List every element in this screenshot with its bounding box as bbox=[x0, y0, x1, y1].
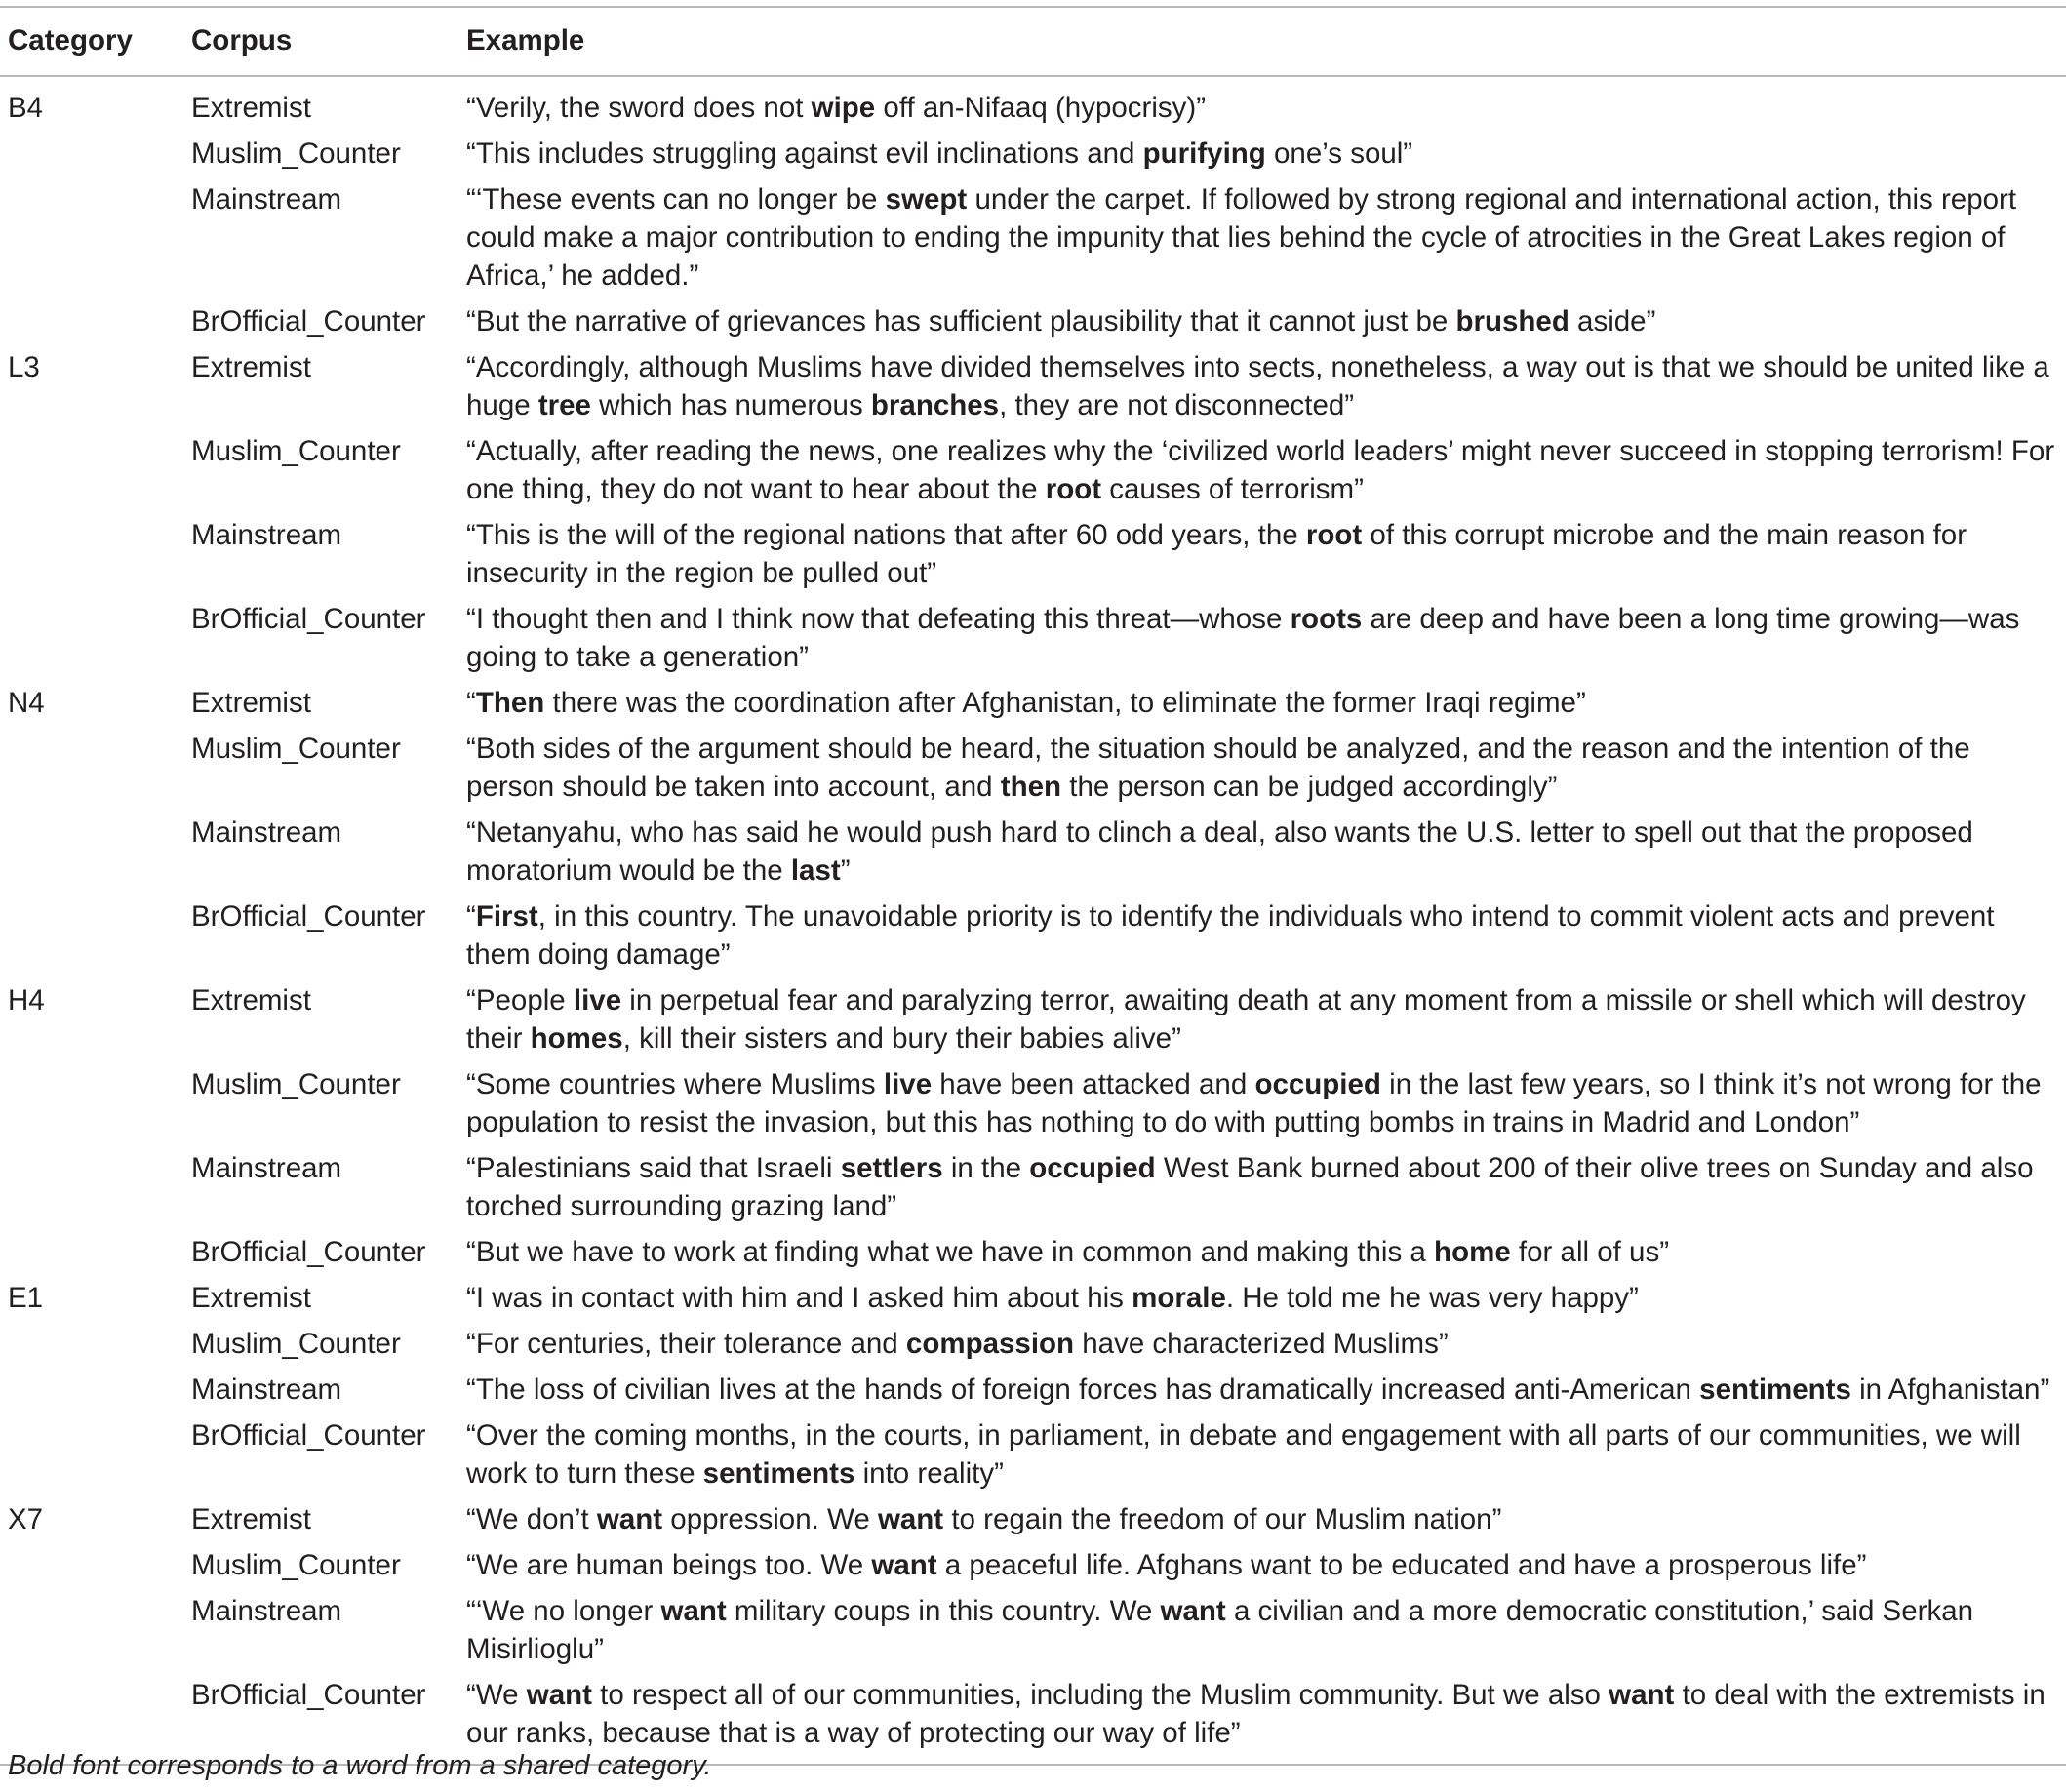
shared-category-word: live bbox=[883, 1068, 933, 1100]
example-text: to respect all of our communities, including the Muslim community. But we also bbox=[591, 1679, 1609, 1711]
shared-category-word: sentiments bbox=[1699, 1374, 1851, 1406]
category-cell bbox=[0, 1325, 191, 1371]
shared-category-word: sentiments bbox=[702, 1457, 855, 1490]
category-cell bbox=[0, 302, 191, 348]
shared-category-word: live bbox=[573, 984, 622, 1016]
category-cell: X7 bbox=[8, 1503, 44, 1535]
table-row bbox=[0, 348, 2066, 432]
shared-category-word: branches bbox=[870, 389, 1000, 421]
shared-category-word: purifying bbox=[1142, 138, 1266, 170]
example-text: oppression. We bbox=[662, 1503, 878, 1535]
example-text: “But we have to work at finding what we have in common and making this a bbox=[466, 1236, 1435, 1268]
table-row bbox=[0, 897, 2066, 981]
corpus-cell: BrOfficial_Counter bbox=[191, 1419, 426, 1452]
header-example: Example bbox=[466, 7, 2066, 76]
example-text: “‘We no longer bbox=[466, 1595, 661, 1627]
example-cell bbox=[466, 1233, 2066, 1279]
example-cell bbox=[466, 1546, 2066, 1592]
example-text: “The loss of civilian lives at the hands of foreign forces has dramatically increased anti-American bbox=[466, 1374, 1700, 1406]
example-cell bbox=[466, 76, 2066, 135]
category-cell bbox=[0, 1592, 191, 1676]
table-row bbox=[0, 1279, 2066, 1325]
corpus-cell: Mainstream bbox=[191, 183, 342, 216]
example-text: a peaceful life. Afghans want to be educated and have a prosperous life” bbox=[936, 1549, 1867, 1581]
category-cell bbox=[0, 897, 191, 981]
table-row bbox=[0, 1500, 2066, 1546]
example-text: causes of terrorism” bbox=[1101, 473, 1364, 505]
example-text: “Both sides of the argument should be heard, the situation should be analyzed, and the reason and the intention of the person should be taken into account, and bbox=[466, 733, 1970, 803]
example-text: West Bank burned about 200 of their olive trees on Sunday and also torched surrounding grazing land” bbox=[466, 1152, 2034, 1222]
example-text: “I was in contact with him and I asked him about his bbox=[466, 1282, 1132, 1314]
shared-category-word: swept bbox=[885, 183, 968, 216]
example-text: , they are not disconnected” bbox=[999, 389, 1355, 421]
example-cell bbox=[466, 684, 2066, 730]
table-row bbox=[0, 302, 2066, 348]
example-text: “Over the coming months, in the courts, in parliament, in debate and engagement with all parts of our communities, we will work to turn these bbox=[466, 1419, 2021, 1490]
corpus-cell: Muslim_Counter bbox=[191, 138, 401, 170]
example-cell bbox=[466, 302, 2066, 348]
shared-category-word: settlers bbox=[840, 1152, 943, 1184]
table-row bbox=[0, 1233, 2066, 1279]
header-row bbox=[0, 7, 2066, 76]
table-row bbox=[0, 684, 2066, 730]
table-row bbox=[0, 730, 2066, 814]
example-text: to deal with the extremists in our ranks, because that is a way of protecting our way of life” bbox=[466, 1679, 2046, 1749]
example-cell bbox=[466, 432, 2066, 516]
shared-category-word: compassion bbox=[905, 1328, 1075, 1360]
example-text: ” bbox=[840, 855, 851, 887]
table-row bbox=[0, 76, 2066, 135]
table-row bbox=[0, 516, 2066, 600]
example-text: have characterized Muslims” bbox=[1074, 1328, 1449, 1360]
shared-category-word: wipe bbox=[811, 92, 876, 124]
header-corpus: Corpus bbox=[191, 7, 466, 76]
category-cell bbox=[0, 814, 191, 897]
example-text: there was the coordination after Afghanistan, to eliminate the former Iraqi regime” bbox=[544, 687, 1586, 719]
example-text: “ bbox=[466, 900, 476, 933]
example-text: off an-Nifaaq (hypocrisy)” bbox=[875, 92, 1207, 124]
example-text: “But the narrative of grievances has sufficient plausibility that it cannot just be bbox=[466, 305, 1456, 338]
shared-category-word: last bbox=[790, 855, 841, 887]
category-cell bbox=[0, 180, 191, 302]
table-row bbox=[0, 1546, 2066, 1592]
corpus-cell: Mainstream bbox=[191, 519, 342, 551]
shared-category-word: occupied bbox=[1029, 1152, 1156, 1184]
table-row bbox=[0, 1416, 2066, 1500]
example-cell bbox=[466, 348, 2066, 432]
example-text: the person can be judged accordingly” bbox=[1061, 771, 1558, 803]
corpus-cell: BrOfficial_Counter bbox=[191, 305, 426, 338]
example-cell bbox=[466, 1371, 2066, 1416]
table-row bbox=[0, 981, 2066, 1065]
shared-category-word: First bbox=[475, 900, 538, 933]
example-cell bbox=[466, 135, 2066, 180]
example-text: “Accordingly, although Muslims have divided themselves into sects, nonetheless, a way out is that we should be united like a huge bbox=[466, 351, 2049, 421]
example-cell bbox=[466, 1149, 2066, 1233]
category-cell bbox=[0, 1416, 191, 1500]
category-cell bbox=[0, 1149, 191, 1233]
example-cell bbox=[466, 897, 2066, 981]
corpus-cell: Muslim_Counter bbox=[191, 1328, 401, 1360]
header-category: Category bbox=[0, 7, 191, 76]
examples-table bbox=[0, 6, 2066, 1766]
example-text: which has numerous bbox=[590, 389, 871, 421]
example-cell bbox=[466, 1416, 2066, 1500]
category-cell bbox=[0, 1233, 191, 1279]
shared-category-word: then bbox=[1000, 771, 1062, 803]
shared-category-word: roots bbox=[1290, 603, 1363, 635]
example-text: are deep and have been a long time growing—was going to take a generation” bbox=[466, 603, 2020, 673]
corpus-cell: BrOfficial_Counter bbox=[191, 1676, 466, 1765]
table-row bbox=[0, 1592, 2066, 1676]
shared-category-word: want bbox=[877, 1503, 944, 1535]
corpus-cell: BrOfficial_Counter bbox=[191, 603, 426, 635]
corpus-cell: Mainstream bbox=[191, 1152, 342, 1184]
example-cell bbox=[466, 516, 2066, 600]
example-text: of this corrupt microbe and the main reason for insecurity in the region be pulled out” bbox=[466, 519, 1967, 589]
example-text: , kill their sisters and bury their babies alive” bbox=[622, 1022, 1181, 1055]
shared-category-word: home bbox=[1434, 1236, 1511, 1268]
table-body bbox=[0, 76, 2066, 1765]
category-cell: N4 bbox=[8, 687, 45, 719]
corpus-cell: Mainstream bbox=[191, 1595, 342, 1627]
example-text: under the carpet. If followed by strong regional and international action, this report could make a major contribution to ending the impunity that lies behind the cycle of atrocities in the Great Lakes region of Africa,’ he added.” bbox=[466, 183, 2017, 292]
shared-category-word: homes bbox=[530, 1022, 623, 1055]
table-footnote: Bold font corresponds to a word from a shared category. bbox=[8, 1750, 712, 1781]
example-text: “‘These events can no longer be bbox=[466, 183, 886, 216]
example-text: “Actually, after reading the news, one realizes why the ‘civilized world leaders’ might never succeed in stopping terrorism! For one thing, they do not want to hear about the bbox=[466, 435, 2055, 505]
shared-category-word: morale bbox=[1132, 1282, 1226, 1314]
example-text: in the bbox=[942, 1152, 1030, 1184]
example-cell bbox=[466, 981, 2066, 1065]
corpus-cell: Muslim_Counter bbox=[191, 435, 401, 467]
example-text: “People bbox=[466, 984, 574, 1016]
shared-category-word: want bbox=[1609, 1679, 1675, 1711]
corpus-cell: Extremist bbox=[191, 1282, 311, 1314]
shared-category-word: occupied bbox=[1254, 1068, 1381, 1100]
shared-category-word: root bbox=[1045, 473, 1102, 505]
table-row bbox=[0, 600, 2066, 684]
shared-category-word: want bbox=[526, 1679, 592, 1711]
corpus-cell: Extremist bbox=[191, 984, 311, 1016]
example-cell bbox=[466, 730, 2066, 814]
example-text: for all of us” bbox=[1510, 1236, 1670, 1268]
category-cell bbox=[0, 135, 191, 180]
example-cell bbox=[466, 1592, 2066, 1676]
example-text: “For centuries, their tolerance and bbox=[466, 1328, 906, 1360]
category-cell: B4 bbox=[8, 92, 44, 124]
table-row bbox=[0, 1065, 2066, 1149]
corpus-cell: BrOfficial_Counter bbox=[191, 900, 426, 933]
corpus-cell: Extremist bbox=[191, 687, 311, 719]
category-cell bbox=[0, 432, 191, 516]
category-cell: L3 bbox=[8, 351, 40, 383]
example-text: “Netanyahu, who has said he would push hard to clinch a deal, also wants the U.S. letter to spell out that the proposed moratorium would be the bbox=[466, 816, 1973, 887]
example-text: , in this country. The unavoidable priority is to identify the individuals who intend to commit violent acts and prevent them doing damage” bbox=[466, 900, 1995, 971]
table-row bbox=[0, 814, 2066, 897]
example-text: “We are human beings too. We bbox=[466, 1549, 872, 1581]
example-text: into reality” bbox=[854, 1457, 1004, 1490]
shared-category-word: Then bbox=[475, 687, 545, 719]
example-text: . He told me he was very happy” bbox=[1225, 1282, 1639, 1314]
example-text: a civilian and a more democratic constitution,’ said Serkan Misirlioglu” bbox=[466, 1595, 1974, 1665]
example-text: military coups in this country. We bbox=[726, 1595, 1161, 1627]
corpus-cell: BrOfficial_Counter bbox=[191, 1236, 426, 1268]
example-text: to regain the freedom of our Muslim nation” bbox=[943, 1503, 1502, 1535]
example-text: aside” bbox=[1569, 305, 1656, 338]
corpus-cell: Muslim_Counter bbox=[191, 1549, 401, 1581]
example-text: “Verily, the sword does not bbox=[466, 92, 812, 124]
example-text: have been attacked and bbox=[932, 1068, 1255, 1100]
example-text: “Some countries where Muslims bbox=[466, 1068, 884, 1100]
corpus-cell: Extremist bbox=[191, 1503, 311, 1535]
shared-category-word: want bbox=[1160, 1595, 1226, 1627]
category-cell bbox=[0, 730, 191, 814]
example-text: “We don’t bbox=[466, 1503, 597, 1535]
example-cell bbox=[466, 600, 2066, 684]
table-row bbox=[0, 1149, 2066, 1233]
example-cell bbox=[466, 1065, 2066, 1149]
corpus-cell: Muslim_Counter bbox=[191, 1068, 401, 1100]
example-text: “This is the will of the regional nations that after 60 odd years, the bbox=[466, 519, 1306, 551]
category-cell bbox=[0, 1546, 191, 1592]
example-text: “This includes struggling against evil inclinations and bbox=[466, 138, 1143, 170]
category-cell bbox=[0, 516, 191, 600]
category-cell bbox=[0, 1065, 191, 1149]
shared-category-word: tree bbox=[537, 389, 591, 421]
table-row bbox=[0, 135, 2066, 180]
example-text: “ bbox=[466, 687, 476, 719]
example-cell bbox=[466, 1325, 2066, 1371]
example-text: in Afghanistan” bbox=[1850, 1374, 2050, 1406]
table-header bbox=[0, 7, 2066, 76]
example-text: “Palestinians said that Israeli bbox=[466, 1152, 841, 1184]
corpus-cell: Extremist bbox=[191, 92, 311, 124]
example-text: in the last few years, so I think it’s not wrong for the population to resist the invasion, but this has nothing to do with putting bombs in trains in Madrid and London” bbox=[466, 1068, 2042, 1138]
table-row bbox=[0, 432, 2066, 516]
corpus-cell: Extremist bbox=[191, 351, 311, 383]
shared-category-word: want bbox=[596, 1503, 663, 1535]
shared-category-word: want bbox=[660, 1595, 727, 1627]
example-text: in perpetual fear and paralyzing terror, awaiting death at any moment from a missile or shell which will destroy their bbox=[466, 984, 2026, 1055]
shared-category-word: want bbox=[871, 1549, 937, 1581]
table-row bbox=[0, 180, 2066, 302]
example-cell bbox=[466, 1500, 2066, 1546]
category-cell: H4 bbox=[8, 984, 45, 1016]
shared-category-word: brushed bbox=[1455, 305, 1569, 338]
table-row bbox=[0, 1325, 2066, 1371]
example-cell bbox=[466, 814, 2066, 897]
category-cell bbox=[0, 600, 191, 684]
table-row bbox=[0, 1371, 2066, 1416]
corpus-cell: Mainstream bbox=[191, 816, 342, 849]
example-cell bbox=[466, 180, 2066, 302]
example-text: “We bbox=[466, 1679, 527, 1711]
corpus-cell: Mainstream bbox=[191, 1374, 342, 1406]
example-cell bbox=[466, 1279, 2066, 1325]
corpus-cell: Muslim_Counter bbox=[191, 733, 401, 765]
example-text: one’s soul” bbox=[1265, 138, 1413, 170]
example-text: “I thought then and I think now that defeating this threat—whose bbox=[466, 603, 1291, 635]
category-cell bbox=[0, 1371, 191, 1416]
category-cell: E1 bbox=[8, 1282, 44, 1314]
shared-category-word: root bbox=[1305, 519, 1363, 551]
